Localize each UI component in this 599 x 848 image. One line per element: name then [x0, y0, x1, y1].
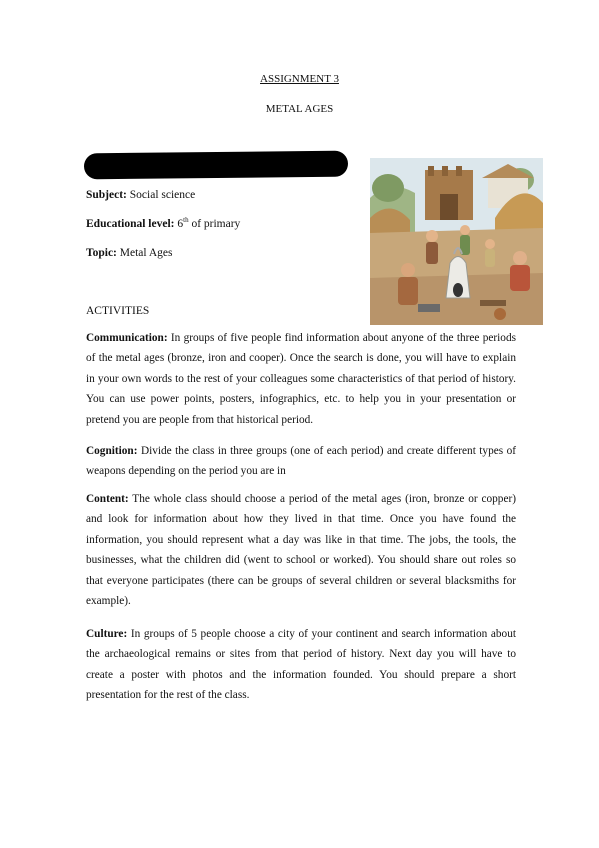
- cognition-label: Cognition:: [86, 445, 138, 457]
- subject-label: Subject:: [86, 189, 127, 201]
- communication-paragraph: [86, 328, 516, 430]
- cognition-paragraph: [86, 441, 516, 482]
- redaction-bar: [84, 151, 348, 180]
- culture-text: In groups of 5 people choose a city of your continent and search information about the archaeological remains or sites from that period of history. Next day you will have to create a poster with photos and the information founded. You should prepare a short presentation for the rest of the class.: [86, 628, 516, 702]
- topic-value: Metal Ages: [119, 247, 173, 259]
- educational-level-line: [86, 217, 240, 231]
- culture-paragraph: [86, 624, 516, 706]
- level-ordinal: th: [183, 216, 189, 225]
- communication-text: In groups of five people find information about anyone of the three periods of the metal ages (bronze, iron and cooper). Once the search is done, you will have to explain in your own words to the rest of your colleagues some characteristics of that period of history. You can use power points, posters, infographics, etc. to help you in your presentation or pretend you are people from that historical period.: [86, 332, 516, 426]
- level-number: 6: [177, 218, 184, 230]
- metal-age-village-illustration: [370, 158, 543, 325]
- content-paragraph: [86, 489, 516, 611]
- communication-label: Communication:: [86, 332, 168, 344]
- topic-label: Topic:: [86, 247, 117, 259]
- assignment-subtitle: METAL AGES: [265, 103, 334, 115]
- assignment-title: ASSIGNMENT 3: [260, 73, 339, 85]
- content-text: The whole class should choose a period of the metal ages (iron, bronze or copper) and look for information about how they lived in that time. Once you have found the information, you should represent what a day was like in that time. The jobs, the tools, the businesses, what the children did (went to school or worked). You should share out roles so that everyone participates (there can be groups of several children or several blacksmiths for example).: [86, 493, 516, 608]
- level-label: Educational level:: [86, 218, 175, 230]
- subject-line: [86, 188, 195, 202]
- culture-label: Culture:: [86, 628, 128, 640]
- cognition-text: Divide the class in three groups (one of each period) and create different types of weapons depending on the period you are in: [86, 445, 517, 478]
- activities-heading: ACTIVITIES: [86, 305, 150, 317]
- level-rest: of primary: [191, 218, 241, 230]
- topic-line: [86, 246, 172, 260]
- village-scene-image: [370, 158, 543, 325]
- content-label: Content:: [86, 493, 129, 505]
- subject-value: Social science: [129, 189, 196, 201]
